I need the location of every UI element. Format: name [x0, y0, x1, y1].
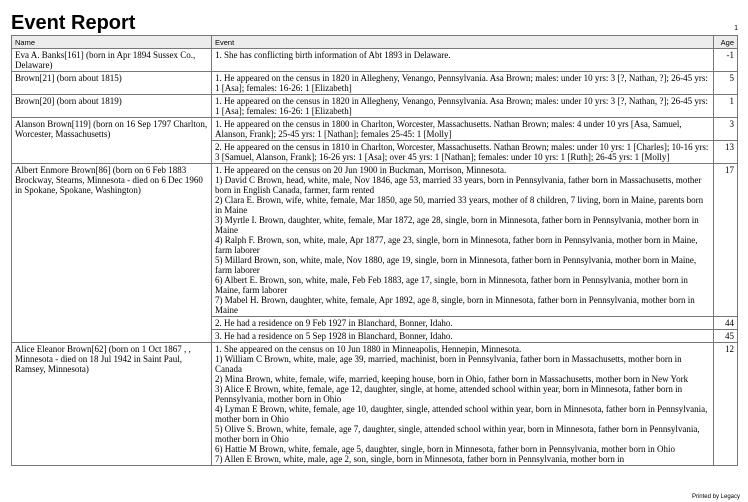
event-cell — [212, 72, 714, 95]
table-row — [12, 118, 738, 141]
event-line: 7) Allen E Brown, white, male, age 2, son, single, born in Minnesota, father born in Pennsylvania, mother born in — [215, 454, 625, 464]
age-cell: 3 — [714, 118, 738, 141]
person-name-cell: Alanson Brown[119] (born on 16 Sep 1797 Charlton, Worcester, Massachusetts) — [12, 118, 212, 164]
event-line: 1. He appeared on the census in 1800 in Charlton, Worcester, Massachusetts. Nathan Brown; males: 4 under 10 yrs [Asa, Samuel, Alanson, Frank]; 25-45 yrs: 1 [Nathan]; females 25-45: 1 [Molly] — [215, 119, 682, 139]
event-cell — [212, 49, 714, 72]
table-row — [12, 164, 738, 317]
age-cell: -1 — [714, 49, 738, 72]
table-header-row — [12, 36, 738, 49]
age-cell: 12 — [714, 343, 738, 466]
event-cell — [212, 343, 714, 466]
table-row — [12, 49, 738, 72]
column-header-event: Event — [212, 36, 714, 49]
event-line: 1. He appeared on the census on 20 Jun 1900 in Buckman, Morrison, Minnesota. — [215, 165, 507, 175]
event-line: 2. He had a residence on 9 Feb 1927 in Blanchard, Bonner, Idaho. — [215, 318, 453, 328]
table-row — [12, 343, 738, 466]
person-name-cell: Alice Eleanor Brown[62] (born on 1 Oct 1867 , , Minnesota - died on 18 Jul 1942 in Saint Paul, Ramsey, Minnesota) — [12, 343, 212, 466]
age-cell: 44 — [714, 317, 738, 330]
age-cell: 1 — [714, 95, 738, 118]
event-line: 5) Millard Brown, son, white, male, Nov 1880, age 19, single, born in Minnesota, father born in Pennsylvania, mother born in Maine, farm laborer — [215, 255, 697, 275]
event-cell — [212, 164, 714, 317]
event-table — [11, 35, 738, 466]
column-header-name: Name — [12, 36, 212, 49]
printed-by-footer: Printed by Legacy — [691, 494, 740, 500]
event-line: 4) Ralph F. Brown, son, white, male, Apr 1877, age 23, single, born in Minnesota, father born in Pennsylvania, mother born in Maine, farm laborer — [215, 235, 698, 255]
event-line: 1. He appeared on the census in 1820 in Allegheny, Venango, Pennsylvania. Asa Brown; males: under 10 yrs: 3 [?, Nathan, ?]; 26-45 yrs: 1 [Asa]; females: 16-26: 1 [Elizabeth] — [215, 96, 708, 116]
person-name-cell: Brown[20] (born about 1819) — [12, 95, 212, 118]
event-line: 4) Lyman E Brown, white, female, age 10, daughter, single, attended school within year, born in Minnesota, father born in Pennsylvania, mother born in Ohio — [215, 404, 708, 424]
event-line: 5) Olive S. Brown, white, female, age 7, daughter, single, attended school within year, born in Minnesota, father born in Pennsylvania, mother born in Ohio — [215, 424, 700, 444]
person-name-cell: Brown[21] (born about 1815) — [12, 72, 212, 95]
event-line: 2. He appeared on the census in 1810 in Charlton, Worcester, Massachusetts. Nathan Brown; males: under 10 yrs: 1 [Charles]; 10-16 yrs: 3 [Samuel, Alanson, Frank]; 16-26 yrs: 1 [Asa]; over 45 yrs: 1 [Nathan]; females: under 10 yrs: 1 [Ruth]; 26-45 yrs: 1 [Molly] — [215, 142, 709, 162]
table-row — [12, 72, 738, 95]
event-line: 1) William C Brown, white, male, age 39, married, machinist, born in Pennsylvania, father born in Massachusetts, mother born in Canada — [215, 354, 682, 374]
event-line: 6) Hattie M Brown, white, female, age 5, daughter, single, born in Minnesota, father born in Pennsylvania, mother born in Ohio — [215, 444, 676, 454]
event-line: 7) Mabel H. Brown, daughter, white, female, Apr 1892, age 8, single, born in Minnesota, father born in Pennsylvania, mother born in Maine — [215, 295, 695, 315]
table-row — [12, 95, 738, 118]
event-cell — [212, 141, 714, 164]
event-line: 3) Myrtle I. Brown, daughter, white, female, Mar 1872, age 28, single, born in Minnesota, father born in Pennsylvania, mother born in Maine — [215, 215, 699, 235]
page-number: 1 — [734, 25, 738, 32]
event-line: 1) David C Brown, head, white, male, Nov 1846, age 53, married 33 years, born in Pennsylvania, father born in Massachusetts, mother born in English Canada, farmer, farm rented — [215, 175, 702, 195]
age-cell: 13 — [714, 141, 738, 164]
event-line: 1. He appeared on the census in 1820 in Allegheny, Venango, Pennsylvania. Asa Brown; males: under 10 yrs: 3 [?, Nathan, ?]; 26-45 yrs: 1 [Asa]; females: 16-26: 1 [Elizabeth] — [215, 73, 708, 93]
event-line: 3. He had a residence on 5 Sep 1928 in Blanchard, Bonner, Idaho. — [215, 331, 453, 341]
event-cell — [212, 118, 714, 141]
report-title: Event Report — [11, 12, 136, 34]
event-cell — [212, 95, 714, 118]
event-line: 3) Alice E Brown, white, female, age 12, daughter, single, at home, attended school within year, born in Minnesota, father born in Pennsylvania, mother born in Ohio — [215, 384, 683, 404]
age-cell: 45 — [714, 330, 738, 343]
event-cell — [212, 330, 714, 343]
person-name-cell: Eva A. Banks[161] (born in Apr 1894 Sussex Co., Delaware) — [12, 49, 212, 72]
event-line: 1. She appeared on the census on 10 Jun 1880 in Minneapolis, Hennepin, Minnesota. — [215, 344, 522, 354]
person-name-cell: Albert Enmore Brown[86] (born on 6 Feb 1883 Brockway, Stearns, Minnesota - died on 6 Dec 1960 in Spokane, Spokane, Washington) — [12, 164, 212, 343]
event-line: 6) Albert E. Brown, son, white, male, Feb Feb 1883, age 17, single, born in Minnesota, father born in Pennsylvania, mother born in Maine, farm laborer — [215, 275, 688, 295]
event-line: 2) Mina Brown, white, female, wife, married, keeping house, born in Ohio, father born in Massachusetts, mother born in New York — [215, 374, 689, 384]
column-header-age: Age — [714, 36, 738, 49]
event-line: 1. She has conflicting birth information of Abt 1893 in Delaware. — [215, 50, 451, 60]
age-cell: 17 — [714, 164, 738, 317]
age-cell: 5 — [714, 72, 738, 95]
event-line: 2) Clara E. Brown, wife, white, female, Mar 1850, age 50, married 33 years, mother of 8 children, 7 living, born in Maine, parents born in Maine — [215, 195, 704, 215]
event-cell — [212, 317, 714, 330]
